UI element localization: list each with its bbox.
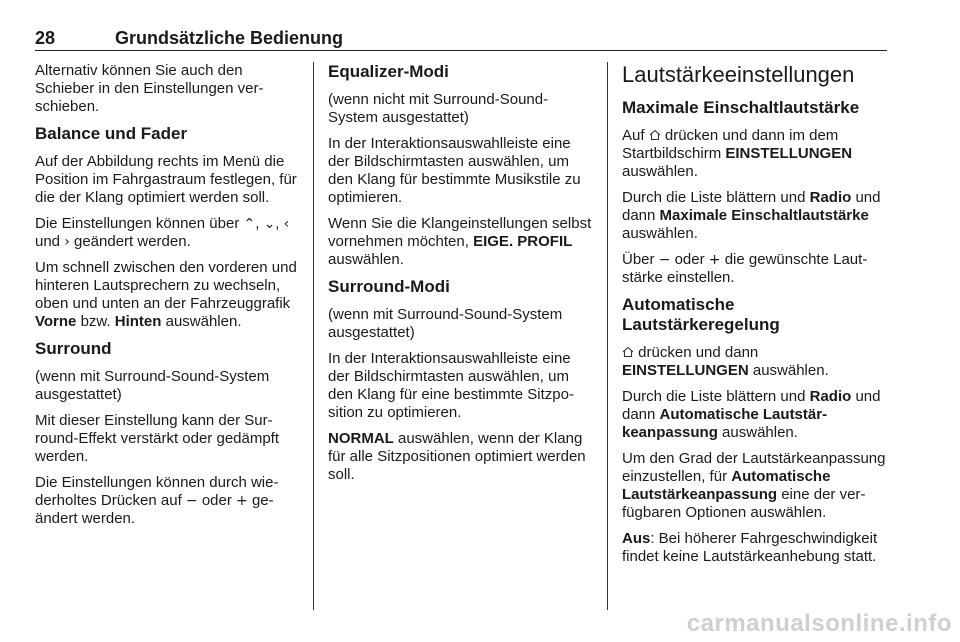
equalizer-profile-paragraph: Wenn Sie die Klangeinstellungen selbst vornehmen möchten, EIGE. PROFIL auswählen.	[328, 215, 592, 268]
auto-volume-paragraph-3: Um den Grad der Lautstärkeanpassung einzustellen, für Automatische Lautstärkeanpassung eine der verfügbaren Optionen auswählen.	[622, 450, 886, 521]
balance-paragraph: Auf der Abbildung rechts im Menü die Position im Fahrgastraum festlegen, für die der Klang optimiert werden soll.	[35, 153, 297, 206]
minus-icon: −	[185, 493, 198, 509]
volume-settings-heading: Lautstärkeeinstellungen	[622, 62, 855, 87]
surround-controls-paragraph: Die Einstellungen können durch wiederholtes Drücken auf − oder + geändert werden.	[35, 474, 279, 527]
normal-label: NORMAL	[328, 430, 394, 447]
auto-lautst-label: Automatische Lautstärkeanpassung	[622, 406, 828, 441]
page-number: 28	[35, 28, 56, 48]
column-right	[622, 62, 887, 574]
equalizer-note: (wenn nicht mit Surround-Sound-System ausgestattet)	[328, 91, 549, 126]
aus-label: Aus	[622, 530, 651, 547]
auto-lautst-label-2: Automatische Lautstärkeanpassung	[622, 468, 831, 503]
page-header	[35, 28, 887, 51]
vorne-label: Vorne	[35, 313, 77, 330]
speaker-switch-paragraph: Um schnell zwischen den vorderen und hinteren Lautsprechern zu wechseln, oben und unten an der Fahrzeuggrafik Vorne bzw. Hinten auswählen.	[35, 259, 297, 330]
auto-volume-paragraph-2: Durch die Liste blättern und Radio und dann Automatische Lautstärkeanpassung auswählen.	[622, 388, 881, 441]
home-icon	[622, 346, 634, 358]
watermark: carmanualsonline.info	[686, 610, 952, 637]
chevron-up-icon: ⌃	[243, 216, 256, 232]
max-volume-paragraph-1: Auf drücken und dann im dem Startbildschirm EINSTELLUNGEN auswählen.	[622, 127, 853, 180]
einstellungen-label: EINSTELLUNGEN	[622, 362, 749, 379]
max-volume-heading: Maximale Einschaltlautstärke	[622, 98, 860, 117]
equalizer-heading: Equalizer-Modi	[328, 62, 449, 81]
surround-modes-paragraph: In der Interaktionsauswahlleiste eine der Bildschirmtasten auswählen, um den Klang für eine bestimmte Sitzposition zu optimieren.	[328, 350, 574, 421]
einstellungen-label: EINSTELLUNGEN	[725, 145, 853, 162]
radio-label: Radio	[809, 189, 852, 206]
max-volume-paragraph-2: Durch die Liste blättern und Radio und dann Maximale Einschaltlautstärke auswählen.	[622, 189, 881, 242]
minus-icon: −	[658, 252, 671, 268]
eige-profil-label: EIGE. PROFIL	[473, 233, 573, 250]
page-title: Grundsätzliche Bedienung	[115, 28, 344, 48]
surround-modes-note: (wenn mit Surround-Sound-System ausgestattet)	[328, 306, 563, 341]
plus-icon: +	[708, 252, 721, 268]
auto-volume-paragraph-1: drücken und dann EINSTELLUNGEN auswählen.	[622, 344, 829, 379]
intro-paragraph: Alternativ können Sie auch den Schieber in den Einstellungen verschieben.	[35, 62, 264, 115]
hinten-label: Hinten	[114, 313, 162, 330]
auto-volume-heading: Automatische Lautstärkeregelung	[622, 295, 780, 334]
surround-modes-heading: Surround-Modi	[328, 277, 450, 296]
column-divider	[607, 62, 608, 610]
column-divider	[313, 62, 314, 610]
surround-paragraph: Mit dieser Einstellung kann der Surround-Effekt verstärkt oder gedämpft werden.	[35, 412, 280, 465]
column-middle	[328, 62, 596, 492]
chevron-left-icon: ‹	[283, 216, 290, 232]
plus-icon: +	[236, 493, 248, 509]
chevron-down-icon: ⌄	[263, 216, 276, 232]
surround-heading: Surround	[35, 339, 112, 358]
balance-controls-paragraph: Die Einstellungen können über ⌃, ⌄, ‹ und › geändert werden.	[35, 215, 290, 250]
radio-label: Radio	[809, 388, 852, 405]
surround-note: (wenn mit Surround-Sound-System ausgestattet)	[35, 368, 270, 403]
aus-paragraph: Aus: Bei höherer Fahrgeschwindigkeit findet keine Lautstärkeanhebung statt.	[622, 530, 878, 565]
column-left	[35, 62, 300, 536]
max-volume-paragraph-3: Über − oder + die gewünschte Lautstärke einstellen.	[622, 251, 868, 286]
chevron-right-icon: ›	[64, 234, 70, 250]
max-einschalt-label: Maximale Einschaltlautstärke	[659, 207, 869, 224]
equalizer-paragraph: In der Interaktionsauswahlleiste eine der Bildschirmtasten auswählen, um den Klang für bestimmte Musikstile zu optimieren.	[328, 135, 581, 206]
home-icon	[649, 129, 661, 141]
balance-fader-heading: Balance und Fader	[35, 124, 188, 143]
normal-paragraph: NORMAL auswählen, wenn der Klang für alle Sitzpositionen optimiert werden soll.	[328, 430, 586, 483]
